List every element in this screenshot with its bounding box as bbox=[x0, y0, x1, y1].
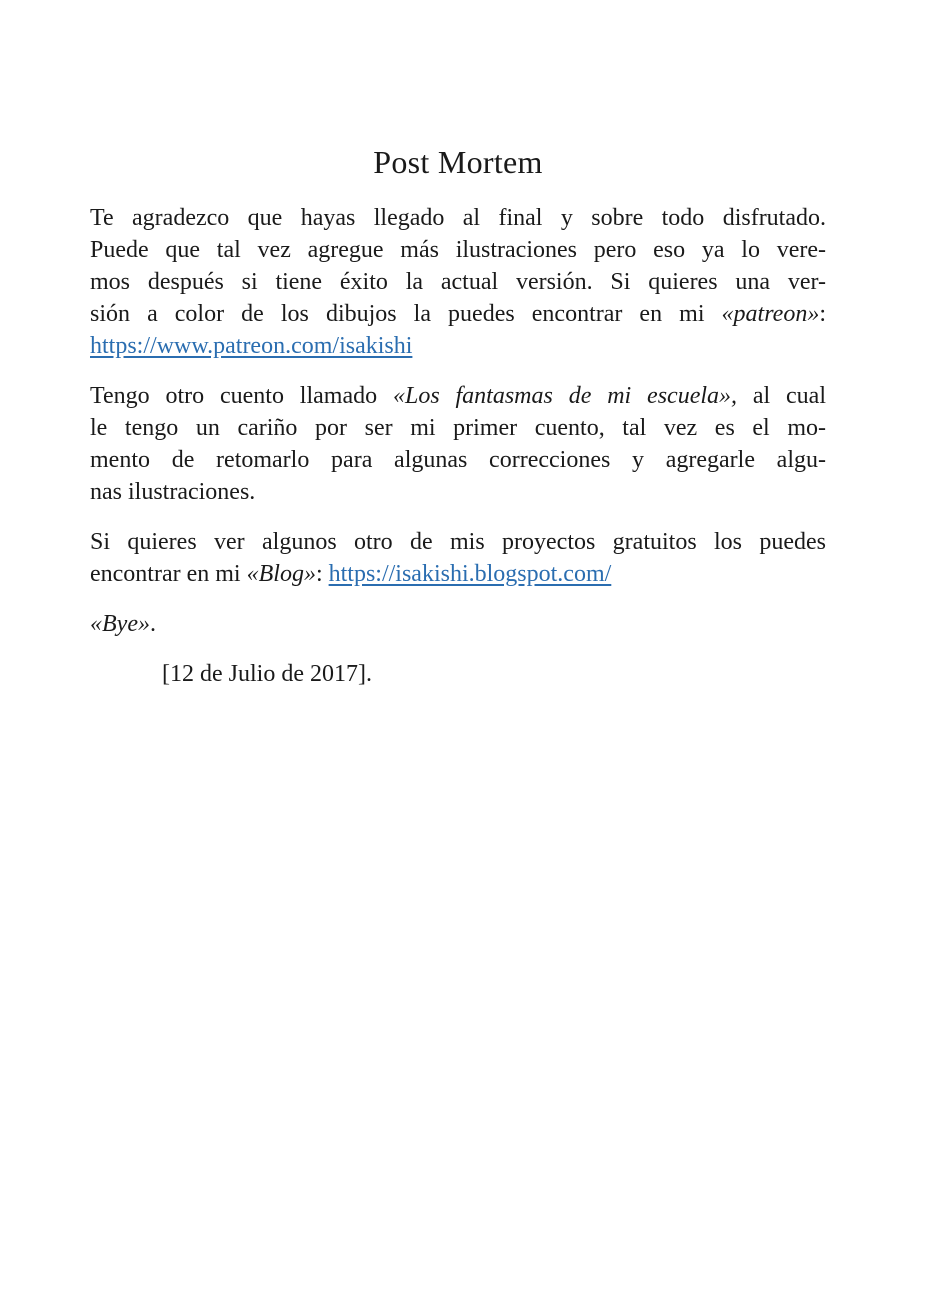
text-fragment: sión a color de los dibujos la puedes encontrar en mi bbox=[90, 301, 722, 327]
text-line bbox=[90, 298, 826, 330]
text-fragment: Tengo otro cuento llamado bbox=[90, 383, 393, 409]
story-title-emphasis: «Los fantasmas de mi escuela», bbox=[392, 383, 738, 409]
text-line: le tengo un cariño por ser mi primer cuento, tal vez es el mo- bbox=[90, 415, 826, 441]
paragraph-blog bbox=[90, 526, 826, 590]
text-fragment: encontrar en mi bbox=[90, 561, 247, 587]
text-fragment: : bbox=[315, 561, 329, 587]
text-line bbox=[90, 380, 826, 412]
text-line bbox=[90, 330, 826, 362]
text-fragment: . bbox=[149, 611, 156, 637]
paragraph-thanks bbox=[90, 202, 826, 362]
text-fragment: al cual bbox=[737, 383, 827, 409]
text-fragment: : bbox=[819, 301, 826, 327]
blog-link[interactable]: https://isakishi.blogspot.com/ bbox=[328, 561, 612, 587]
page-title: Post Mortem bbox=[373, 144, 543, 180]
text-line: mos después si tiene éxito la actual versión. Si quieres una ver- bbox=[90, 269, 826, 295]
date-line: [12 de Julio de 2017]. bbox=[162, 661, 372, 687]
text-line: Puede que tal vez agregue más ilustraciones pero eso ya lo vere- bbox=[90, 237, 826, 263]
text-line: Si quieres ver algunos otro de mis proyectos gratuitos los puedes bbox=[90, 529, 826, 555]
text-line: Te agradezco que hayas llegado al final y sobre todo disfrutado. bbox=[90, 205, 826, 231]
document-page bbox=[90, 140, 826, 690]
signoff bbox=[90, 608, 826, 640]
text-line: nas ilustraciones. bbox=[90, 479, 256, 505]
text-line bbox=[90, 558, 826, 590]
bye-emphasis: «Bye» bbox=[90, 611, 150, 637]
patreon-emphasis: «patreon» bbox=[721, 301, 820, 327]
blog-emphasis: «Blog» bbox=[246, 561, 316, 587]
text-line: mento de retomarlo para algunas correcciones y agregarle algu- bbox=[90, 447, 826, 473]
patreon-link[interactable]: https://www.patreon.com/isakishi bbox=[90, 333, 413, 359]
paragraph-other-story bbox=[90, 380, 826, 508]
